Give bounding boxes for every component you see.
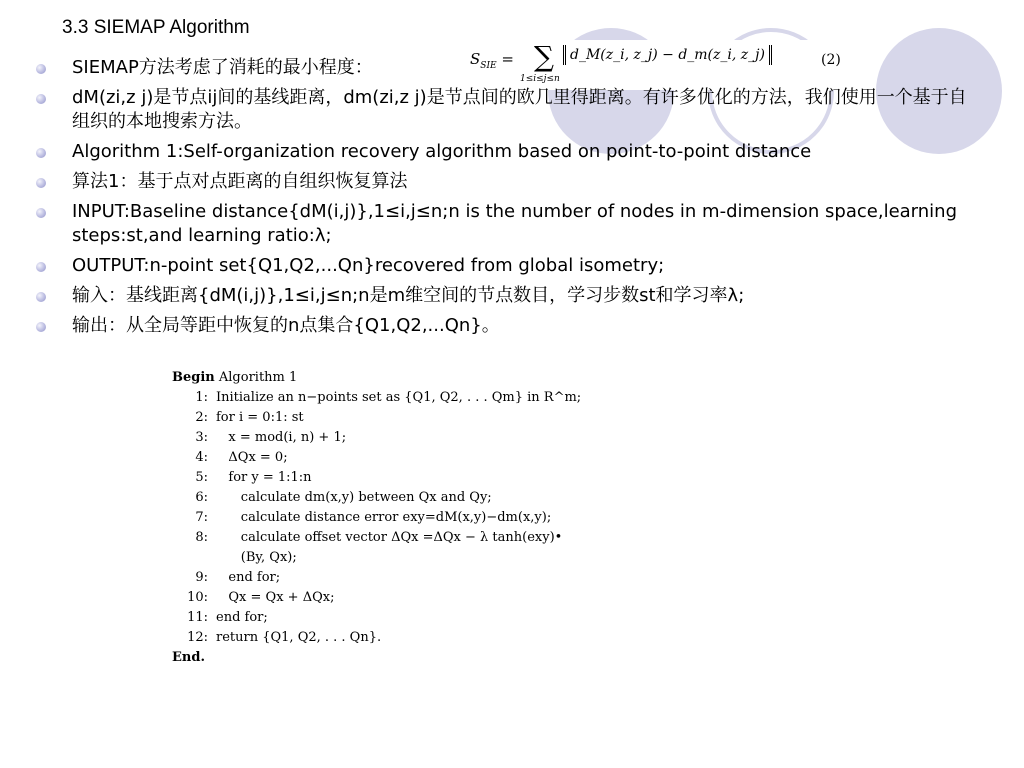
bullet-dot-icon bbox=[36, 292, 46, 302]
algorithm-begin: Begin Algorithm 1 bbox=[172, 370, 298, 385]
bullet-item: OUTPUT:n-point set{Q1,Q2,...Qn}recovered from global isometry; bbox=[32, 254, 982, 278]
bullet-dot-icon bbox=[36, 64, 46, 74]
formula-body: d_M(z_i, z_j) − d_m(z_i, z_j) bbox=[563, 45, 772, 65]
algorithm-line: 12: return {Q1, Q2, . . . Qn}. bbox=[187, 630, 382, 645]
algorithm-line: 8: calculate offset vector ΔQx =ΔQx − λ tanh(exy)• bbox=[195, 530, 563, 545]
formula-eq-number: (2) bbox=[821, 52, 841, 68]
bullet-item: SIEMAP方法考虑了消耗的最小程度： bbox=[32, 56, 982, 80]
bullet-item: 算法1：基于点对点距离的自组织恢复算法 bbox=[32, 170, 982, 194]
formula-sum-symbol: ∑ bbox=[534, 40, 554, 73]
bullet-dot-icon bbox=[36, 208, 46, 218]
bullet-item: 输入：基线距离{dM(i,j)},1≤i,j≤n;n是m维空间的节点数目，学习步数st和学习率λ; bbox=[32, 284, 982, 308]
algorithm-end: End. bbox=[172, 650, 205, 665]
algorithm-line: 9: end for; bbox=[195, 570, 281, 585]
bullet-item: INPUT:Baseline distance{dM(i,j)},1≤i,j≤n;n is the number of nodes in m-dimension space,learning steps:st,and learning ratio:λ; bbox=[32, 200, 982, 248]
bullet-dot-icon bbox=[36, 94, 46, 104]
algorithm-line: 11: end for; bbox=[187, 610, 268, 625]
algorithm-line: 10: Qx = Qx + ΔQx; bbox=[187, 590, 335, 605]
bullet-item: 输出：从全局等距中恢复的n点集合{Q1,Q2,...Qn}。 bbox=[32, 314, 982, 338]
algorithm-line: 1: Initialize an n−points set as {Q1, Q2, . . . Qm} in R^m; bbox=[195, 390, 582, 405]
slide-title: 3.3 SIEMAP Algorithm bbox=[62, 17, 250, 38]
algorithm-line: 5: for y = 1:1:n bbox=[195, 470, 312, 485]
algorithm-line: 6: calculate dm(x,y) between Qx and Qy; bbox=[195, 490, 492, 505]
algorithm-line: (By, Qx); bbox=[216, 550, 297, 565]
algorithm-line: 4: ΔQx = 0; bbox=[195, 450, 288, 465]
algorithm-line: 2: for i = 0:1: st bbox=[195, 410, 304, 425]
formula-sum-range: 1≤i≤j≤n bbox=[520, 74, 560, 84]
bullet-list bbox=[32, 56, 982, 344]
bullet-item: dM(zi,z j)是节点ij间的基线距离，dm(zi,z j)是节点间的欧几里得距离。有许多优化的方法，我们使用一个基于自组织的本地搜索方法。 bbox=[32, 86, 982, 134]
algorithm-line: 7: calculate distance error exy=dM(x,y)−dm(x,y); bbox=[195, 510, 552, 525]
algorithm-block bbox=[172, 368, 592, 668]
bullet-item: Algorithm 1:Self-organization recovery algorithm based on point-to-point distance bbox=[32, 140, 982, 164]
formula-lhs: $S_{SIE}$ = bbox=[470, 50, 514, 71]
bullet-dot-icon bbox=[36, 322, 46, 332]
algorithm-line: 3: x = mod(i, n) + 1; bbox=[195, 430, 347, 445]
bullet-dot-icon bbox=[36, 178, 46, 188]
bullet-dot-icon bbox=[36, 262, 46, 272]
bullet-dot-icon bbox=[36, 148, 46, 158]
